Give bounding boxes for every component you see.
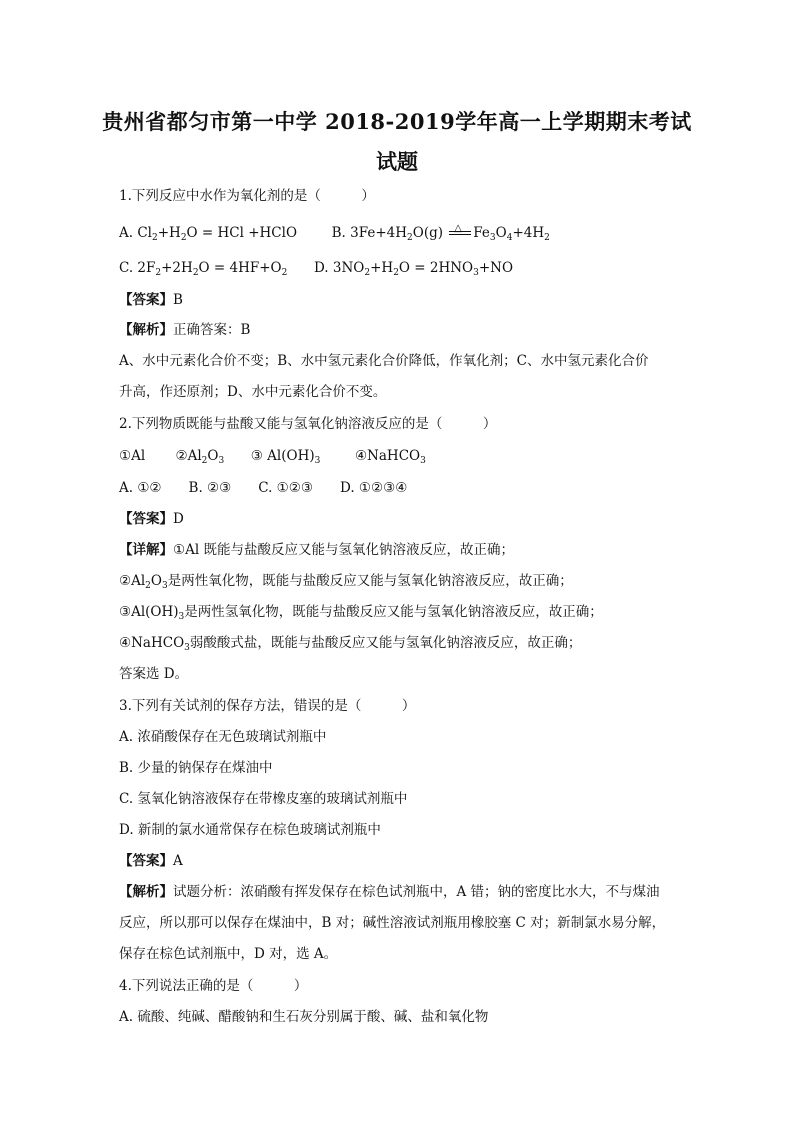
q2-detail-line1: 【详解】①Al 既能与盐酸反应又能与氢氧化钠溶液反应，故正确； <box>119 542 514 558</box>
q3-option-a: A. 浓硝酸保存在无色玻璃试剂瓶中 <box>119 729 327 745</box>
q1-answer: 【答案】B <box>119 292 183 308</box>
q2-final: 答案选 D。 <box>119 666 189 682</box>
q2-answer: 【答案】D <box>119 511 184 527</box>
q1-stem: 1.下列反应中水作为氧化剂的是（ ） <box>119 188 375 204</box>
q1-options-ab: A. $Cl_2+H_2O$ = HCl +HClO B. $3Fe+4H_2O(g)$ △ $Fe_3O_4+4H_2$ <box>119 223 550 243</box>
q2-detail-line3: $③Al(OH)_3$是两性氢氧化物，既能与盐酸反应又能与氢氧化钠溶液反应，故正确； <box>119 604 603 622</box>
q3-answer: 【答案】A <box>119 853 183 869</box>
q4-option-a: A. 硫酸、纯碱、醋酸钠和生石灰分别属于酸、碱、盐和氧化物 <box>119 1009 489 1025</box>
q2-options: A. ①② B. ②③ C. ①②③ D. ①②③④ <box>119 480 408 496</box>
q3-analysis-line3: 保存在棕色试剂瓶中，D 对，选 A。 <box>119 946 338 962</box>
q3-option-d: D. 新制的氯水通常保存在棕色玻璃试剂瓶中 <box>119 822 381 838</box>
q3-option-b: B. 少量的钠保存在煤油中 <box>119 760 273 776</box>
q3-analysis-line1: 【解析】试题分析：浓硝酸有挥发保存在棕色试剂瓶中，A 错；钠的密度比水大，不与煤油 <box>119 884 660 900</box>
q1-analysis-line1: A、水中元素化合价不变；B、水中氢元素化合价降低，作氧化剂；C、水中氢元素化合价 <box>119 353 649 369</box>
q1-analysis-line2: 升高，作还原剂；D、水中元素化合价不变。 <box>119 384 387 400</box>
q2-stem: 2.下列物质既能与盐酸又能与氢氧化钠溶液反应的是（ ） <box>119 416 497 432</box>
q3-option-c: C. 氢氧化钠溶液保存在带橡皮塞的玻璃试剂瓶中 <box>119 791 408 807</box>
doc-title: 贵州省都匀市第一中学 2018-2019学年高一上学期期末考试 <box>102 109 692 134</box>
doc-title-cont: 试题 <box>376 149 418 174</box>
q4-stem: 4.下列说法正确的是（ ） <box>119 978 308 994</box>
q3-stem: 3.下列有关试剂的保存方法，错误的是（ ） <box>119 698 416 714</box>
q2-detail-line4: ④NaHCO$_3$弱酸酸式盐，既能与盐酸反应又能与氢氧化钠溶液反应，故正确； <box>119 635 582 653</box>
q1-options-cd: C. $2F_2+2H_2O = 4HF+O_2$ D. $3NO_2+H_2O = 2HNO_3+NO$ <box>119 260 514 278</box>
q3-analysis-line2: 反应，所以那可以保存在煤油中，B 对；碱性溶液试剂瓶用橡胶塞 C 对；新制氯水易分解， <box>119 915 666 931</box>
heating-equals-sign: △ <box>447 222 473 242</box>
q1-analysis: 【解析】正确答案：B <box>119 322 251 338</box>
q2-items: ①Al $②Al_2O_3$ ③ $Al(OH)_3$ ④NaHCO$_3$ <box>119 448 426 466</box>
q2-detail-line2: $②Al_2O_3$是两性氧化物，既能与盐酸反应又能与氢氧化钠溶液反应，故正确； <box>119 573 573 591</box>
